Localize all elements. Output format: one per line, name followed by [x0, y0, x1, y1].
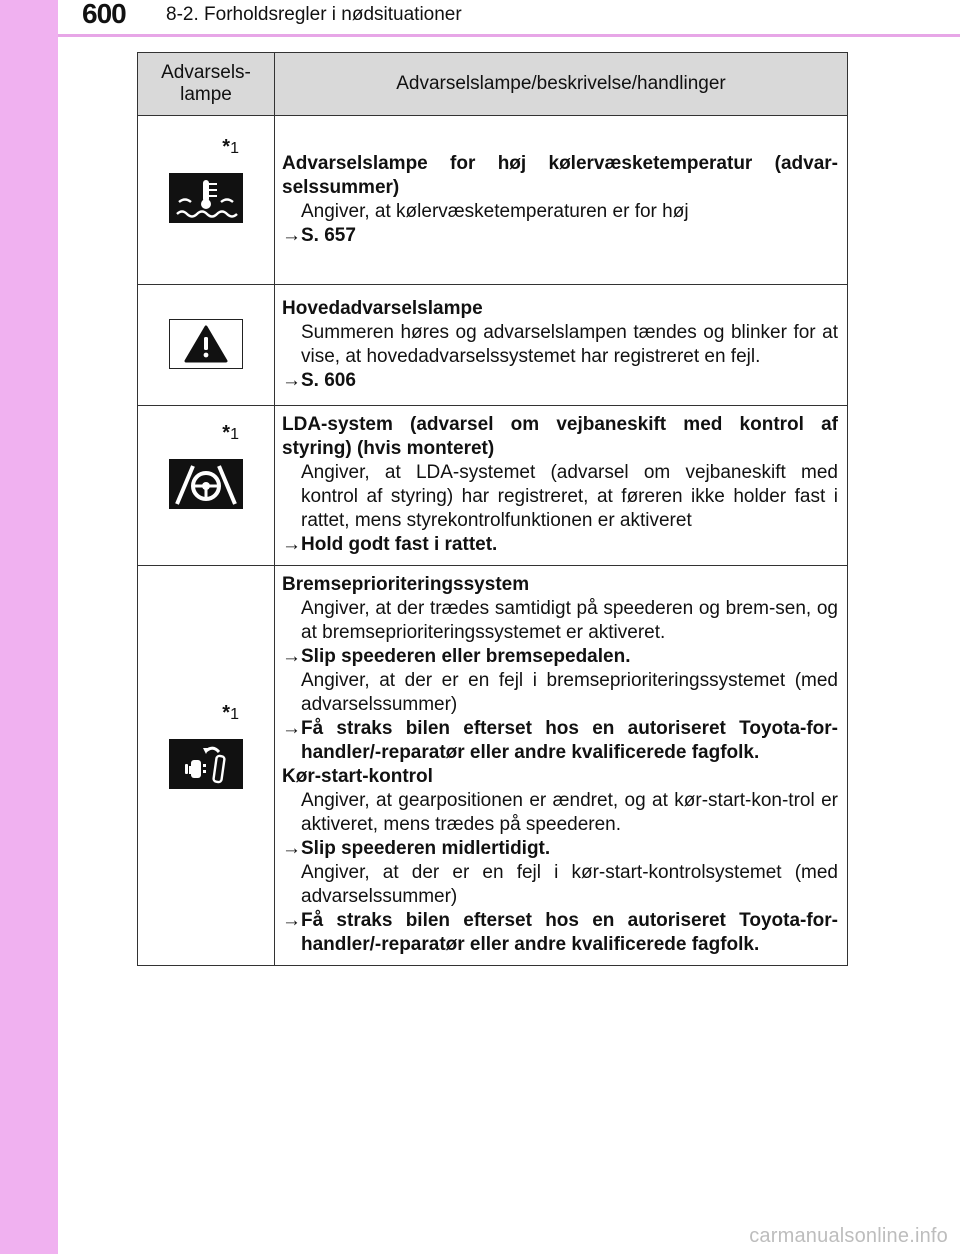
arrow-icon: →	[282, 910, 301, 931]
warning-description: Angiver, at kølervæsketemperaturen er for høj	[301, 200, 689, 222]
warning-description: Angiver, at LDA-systemet (advarsel om vejbaneskift med kontrol af styring) har registreret, at føreren ikke holder fast i rattet, mens styrekontrolfunktionen er aktiveret	[301, 462, 838, 531]
action-step	[282, 645, 838, 669]
warning-title: Hovedadvarselslampe	[282, 297, 483, 319]
arrow-icon: →	[282, 718, 301, 739]
page-reference-link[interactable]: S. 657	[301, 224, 356, 246]
warning-description: Angiver, at der er en fejl i kør-start-kontrolsystemet (med advarselssummer)	[301, 862, 838, 907]
watermark: carmanualsonline.info	[749, 1225, 948, 1247]
action-step	[282, 533, 838, 557]
brake-override-icon	[169, 739, 243, 789]
warning-title: Bremseprioriteringssystem	[282, 574, 530, 595]
footnote-marker: *1	[222, 701, 239, 724]
arrow-icon: →	[282, 224, 301, 246]
lda-steering-icon	[169, 459, 243, 509]
description-cell	[275, 566, 848, 966]
column-header-description: Advarselslampe/beskrivelse/handlinger	[275, 53, 848, 116]
table-row	[138, 566, 848, 966]
master-warning-icon	[169, 319, 243, 369]
warning-description: Angiver, at der trædes samtidigt på speederen og brem-sen, og at bremseprioriteringssystemet er aktiveret.	[301, 598, 838, 643]
icon-cell	[138, 406, 275, 566]
table-row	[138, 285, 848, 406]
table-row	[138, 116, 848, 285]
page-reference-link[interactable]: S. 606	[301, 369, 356, 391]
warning-title: LDA-system (advarsel om vejbaneskift med kontrol af styring) (hvis monteret)	[282, 414, 838, 459]
arrow-icon: →	[282, 369, 301, 391]
page-sidebar-tab	[0, 0, 58, 1254]
table-header-row	[138, 53, 848, 116]
description-cell	[275, 285, 848, 406]
action-step	[282, 717, 838, 765]
action-text: Slip speederen midlertidigt.	[301, 838, 551, 859]
page-number: 600	[82, 0, 126, 29]
section-title: 8-2. Forholdsregler i nødsituationer	[166, 4, 462, 25]
arrow-icon: →	[282, 534, 301, 555]
footnote-marker: *1	[222, 421, 239, 444]
action-step	[282, 224, 838, 248]
header-divider	[58, 34, 960, 37]
arrow-icon: →	[282, 646, 301, 667]
action-text: Få straks bilen efterset hos en autoriseret Toyota-for-handler/-reparatør eller andre kvalificerede fagfolk.	[301, 910, 838, 955]
page-header	[0, 0, 960, 36]
coolant-temperature-icon	[169, 173, 243, 223]
footnote-marker: *1	[222, 136, 239, 158]
warning-light-table	[137, 52, 848, 966]
icon-cell	[138, 285, 275, 406]
action-step	[282, 369, 838, 393]
warning-description: Summeren høres og advarselslampen tændes og blinker for at vise, at hovedadvarselssystemet har registreret en fejl.	[301, 321, 838, 367]
icon-cell	[138, 116, 275, 285]
warning-title: Kør-start-kontrol	[282, 766, 433, 787]
warning-description: Angiver, at gearpositionen er ændret, og at kør-start-kon-trol er aktiveret, mens trædes på speederen.	[301, 790, 838, 835]
warning-description: Angiver, at der er en fejl i bremseprioriteringssystemet (med advarselssummer)	[301, 670, 838, 715]
action-text: Hold godt fast i rattet.	[301, 534, 498, 555]
action-step	[282, 909, 838, 957]
action-text: Få straks bilen efterset hos en autoriseret Toyota-for-handler/-reparatør eller andre kvalificerede fagfolk.	[301, 718, 838, 763]
description-cell	[275, 116, 848, 285]
action-step	[282, 837, 838, 861]
action-text: Slip speederen eller bremsepedalen.	[301, 646, 631, 667]
arrow-icon: →	[282, 838, 301, 859]
table-row	[138, 406, 848, 566]
warning-title: Advarselslampe for høj kølervæsketemperatur (advar-selssummer)	[282, 152, 838, 198]
column-header-lamp: Advarsels-lampe	[138, 53, 275, 116]
description-cell	[275, 406, 848, 566]
icon-cell	[138, 566, 275, 966]
